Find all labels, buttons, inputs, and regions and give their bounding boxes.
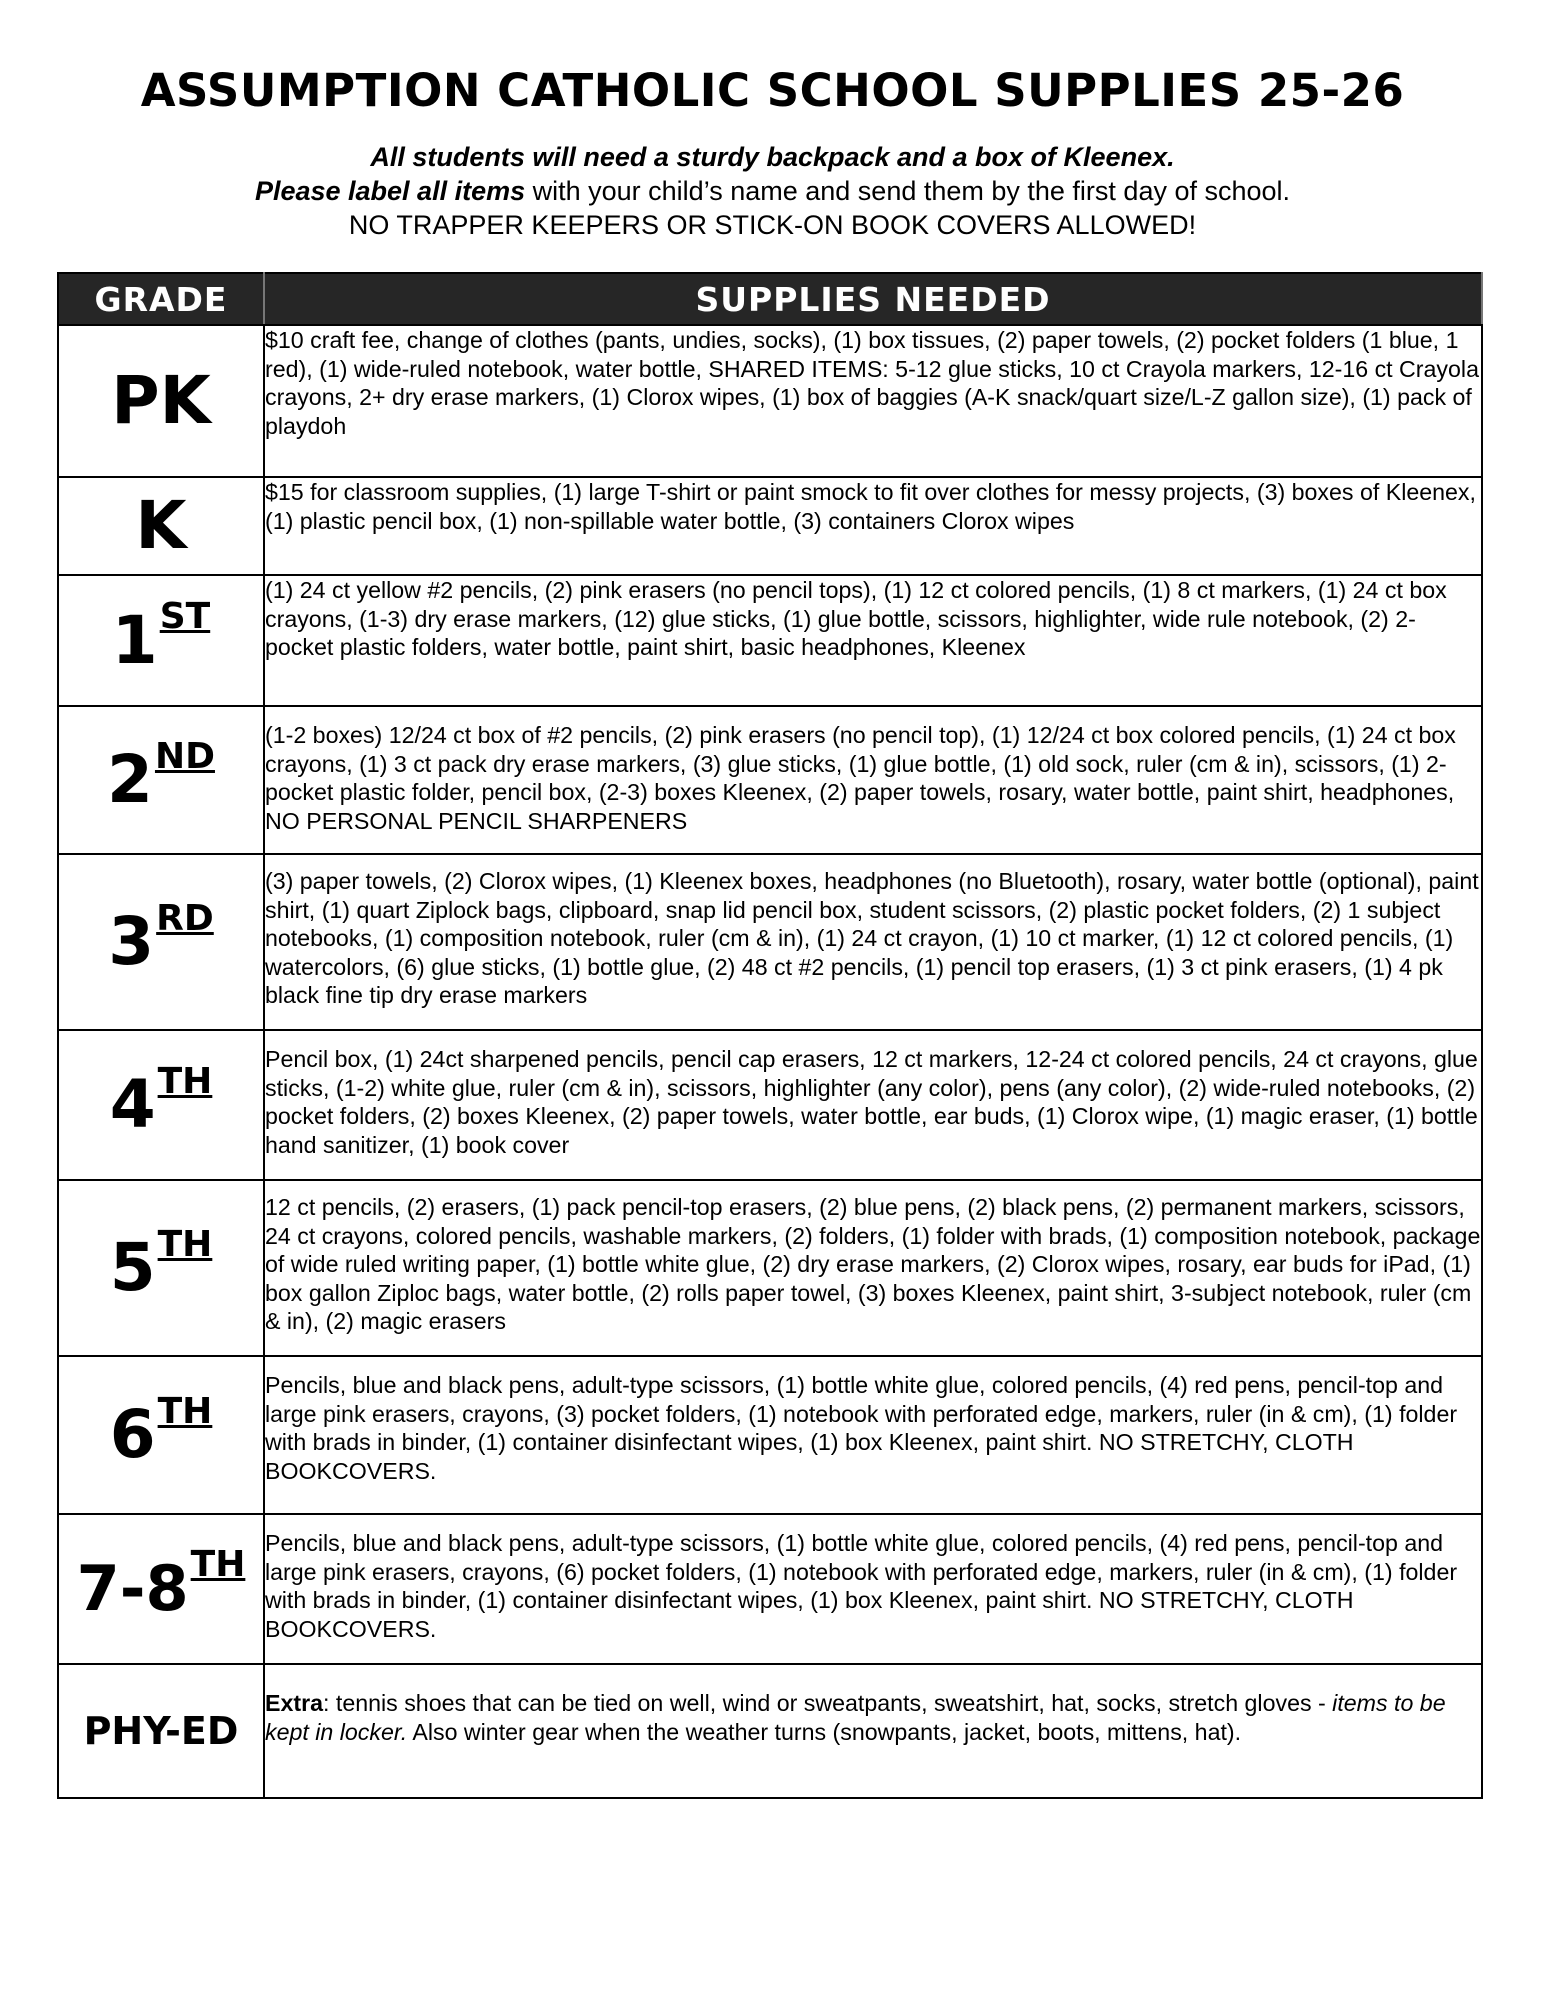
grade-label: 4 [109,1066,156,1143]
grade-label: 7-8 [76,1552,189,1625]
table-row-4th [58,1030,1482,1180]
phy-ed-items: : tennis shoes that can be tied on well, wind or sweatpants, sweatshirt, hat, socks, stretch gloves - [323,1690,1333,1716]
supplies-cell: (1-2 boxes) 12/24 ct box of #2 pencils, (2) pink erasers (no pencil top), (1) 12/24 ct box colored pencils, (1) 24 ct box crayons, (1) 3 ct pack dry erase markers, (3) glue sticks, (1) glue bottle, (1) old sock, ruler (cm & in), scissors, (1) 2-pocket plastic folder, pencil box, (2-3) boxes Kleenex, (2) paper towels, rosary, water bottle, paint shirt, headphones, NO PERSONAL PENCIL SHARPENERS [264,706,1482,854]
intro-label-rest: with your child’s name and send them by the first day of school. [525,176,1291,206]
table-row-pk [58,325,1482,477]
supplies-table [57,272,1483,1799]
table-row-6th [58,1356,1482,1514]
grade-label: K [135,487,187,564]
grade-label: PHY-ED [83,1709,239,1753]
intro-warning: NO TRAPPER KEEPERS OR STICK-ON BOOK COVERS ALLOWED! [348,210,1197,240]
grade-cell [58,477,264,575]
supplies-cell [264,1664,1482,1798]
grade-suffix: RD [156,897,214,939]
grade-cell [58,1180,264,1356]
supplies-cell: 12 ct pencils, (2) erasers, (1) pack pencil-top erasers, (2) blue pens, (2) black pens, (2) permanent markers, scissors, 24 ct crayons, colored pencils, washable markers, (2) folders, (1) folder with brads, (1) composition notebook, package of wide ruled writing paper, (1) bottle white glue, (2) dry erase markers, (2) Clorox wipes, rosary, ear buds for iPad, (1) box gallon Ziploc bags, water bottle, (2) rolls paper towel, (3) boxes Kleenex, paint shirt, 3-subject notebook, ruler (cm & in), (2) magic erasers [264,1180,1482,1356]
grade-label: 2 [107,741,153,818]
page-title: ASSUMPTION CATHOLIC SCHOOL SUPPLIES 25-26 [140,64,1405,117]
supplies-cell: (3) paper towels, (2) Clorox wipes, (1) Kleenex boxes, headphones (no Bluetooth), rosary, water bottle (optional), paint shirt, (1) quart Ziplock bags, clipboard, snap lid pencil box, student scissors, (2) plastic pocket folders, (2) 1 subject notebooks, (1) composition notebook, ruler (cm & in), (1) 24 ct crayon, (1) 10 ct marker, (1) 12 ct colored pencils, (1) watercolors, (6) glue sticks, (1) bottle glue, (2) 48 ct #2 pencils, (1) pencil top erasers, (1) 3 ct pink erasers, (1) 4 pk black fine tip dry erase markers [264,854,1482,1030]
locker-note: items to be kept in locker. [265,1690,1446,1745]
table-row-3rd [58,854,1482,1030]
grade-label: PK [111,362,211,439]
supplies-cell: Pencils, blue and black pens, adult-type scissors, (1) bottle white glue, colored pencils, (4) red pens, pencil-top and large pink erasers, crayons, (3) pocket folders, (1) notebook with perforated edge, markers, ruler (in & cm), (1) folder with brads in binder, (1) container disinfectant wipes, (1) box Kleenex, paint shirt. NO STRETCHY, CLOTH BOOKCOVERS. [264,1356,1482,1514]
table-row-7-8th [58,1514,1482,1664]
extra-label: Extra [265,1690,324,1716]
grade-cell [58,1664,264,1798]
grade-cell [58,854,264,1030]
grade-cell [58,1356,264,1514]
grade-suffix: TH [157,1223,213,1265]
grade-cell [58,575,264,706]
supplies-cell: Pencil box, (1) 24ct sharpened pencils, pencil cap erasers, 12 ct markers, 12-24 ct colored pencils, 24 ct crayons, glue sticks, (1-2) white glue, ruler (cm & in), scissors, highlighter (any color), pens (any color), (2) wide-ruled notebooks, (2) pocket folders, (2) boxes Kleenex, (2) paper towels, water bottle, ear buds, (1) Clorox wipe, (1) magic eraser, (1) bottle hand sanitizer, (1) book cover [264,1030,1482,1180]
table-row-1st [58,575,1482,706]
table-row-5th [58,1180,1482,1356]
grade-cell [58,706,264,854]
table-row-2nd [58,706,1482,854]
grade-label: 6 [109,1396,156,1473]
grade-column-header: GRADE [58,273,264,325]
grade-suffix: TH [157,1060,213,1102]
supplies-column-header: SUPPLIES NEEDED [264,273,1482,325]
grade-suffix: ND [154,735,215,777]
table-row-phy-ed [58,1664,1482,1798]
grade-label: 1 [111,601,158,679]
supplies-cell: $15 for classroom supplies, (1) large T-shirt or paint smock to fit over clothes for messy projects, (3) boxes of Kleenex, (1) plastic pencil box, (1) non-spillable water bottle, (3) containers Clorox wipes [264,477,1482,575]
grade-suffix: ST [159,596,211,638]
supplies-cell: $10 craft fee, change of clothes (pants, undies, socks), (1) box tissues, (2) paper towels, (2) pocket folders (1 blue, 1 red), (1) wide-ruled notebook, water bottle, SHARED ITEMS: 5-12 glue sticks, 10 ct Crayola markers, 12-16 ct Crayola crayons, 2+ dry erase markers, (1) Clorox wipes, (1) box of baggies (A-K snack/quart size/L-Z gallon size), (1) pack of playdoh [264,325,1482,477]
intro-label-note [0,174,1545,208]
grade-suffix: TH [190,1543,246,1585]
supplies-cell: (1) 24 ct yellow #2 pencils, (2) pink erasers (no pencil tops), (1) 12 ct colored pencils, (1) 8 ct markers, (1) 24 ct box crayons, (1-3) dry erase markers, (12) glue sticks, (1) glue bottle, scissors, highlighter, wide rule notebook, (2) 2-pocket plastic folders, water bottle, paint shirt, basic headphones, Kleenex [264,575,1482,706]
grade-label: 5 [109,1229,156,1306]
grade-cell [58,325,264,477]
supplies-cell: Pencils, blue and black pens, adult-type scissors, (1) bottle white glue, colored pencils, (4) red pens, pencil-top and large pink erasers, crayons, (6) pocket folders, (1) notebook with perforated edge, markers, ruler (in & cm), (1) folder with brads in binder, (1) container disinfectant wipes, (1) box Kleenex, paint shirt. NO STRETCHY, CLOTH BOOKCOVERS. [264,1514,1482,1664]
intro-label-emphasis: Please label all items [254,176,526,206]
table-row-k [58,477,1482,575]
grade-cell [58,1030,264,1180]
grade-label: 3 [108,903,155,980]
winter-gear-note: Also winter gear when the weather turns (snowpants, jacket, boots, mittens, hat). [407,1718,1242,1745]
grade-cell [58,1514,264,1664]
grade-suffix: TH [157,1390,213,1432]
intro-backpack-note: All students will need a sturdy backpack and a box of Kleenex. [370,142,1175,172]
table-header-row [58,273,1482,325]
intro-notes [0,140,1545,242]
